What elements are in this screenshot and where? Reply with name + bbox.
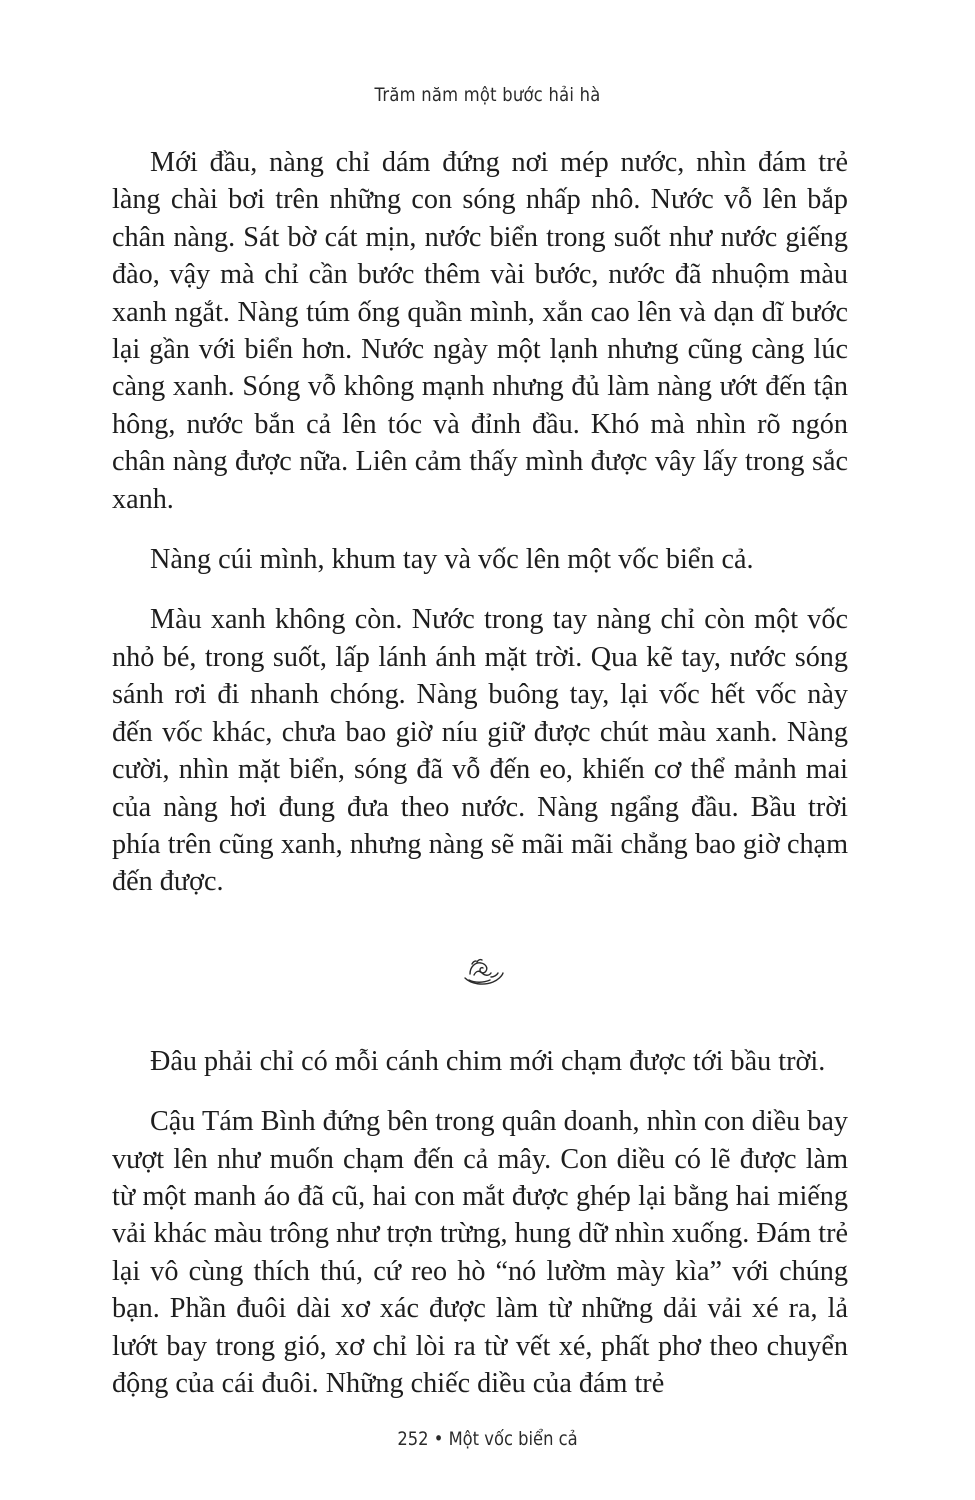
wave-ornament-icon bbox=[461, 956, 505, 988]
running-header bbox=[68, 84, 907, 106]
text-body bbox=[112, 144, 848, 1402]
chapter-title: Một vốc biển cả bbox=[448, 1428, 578, 1450]
paragraph-3: Màu xanh không còn. Nước trong tay nàng chỉ còn một vốc nhỏ bé, trong suốt, lấp lánh ánh mặt trời. Qua kẽ tay, nước sóng sánh rơi đi nhanh chóng. Nàng buông tay, lại vốc hết vốc này đến vốc khác, chưa bao giờ níu giữ được chút màu xanh. Nàng cười, nhìn mặt biển, sóng đã vỗ đến eo, khiến cơ thể mảnh mai của nàng hơi đung đưa theo nước. Nàng ngẩng đầu. Bầu trời phía trên cũng xanh, nhưng nàng sẽ mãi mãi chẳng bao giờ chạm đến được. bbox=[112, 604, 848, 898]
paragraph-4: Đâu phải chỉ có mỗi cánh chim mới chạm được tới bầu trời. bbox=[150, 1045, 826, 1077]
paragraph-2: Nàng cúi mình, khum tay và vốc lên một vốc biển cả. bbox=[150, 544, 754, 576]
footer-separator: • bbox=[433, 1428, 444, 1450]
paragraph-1: Mới đầu, nàng chỉ dám đứng nơi mép nước, nhìn đám trẻ làng chài bơi trên những con sóng nhấp nhô. Nước vỗ lên bắp chân nàng. Sát bờ cát mịn, nước biển trong suốt như nước giếng đào, vậy mà chỉ cần bước thêm vài bước, nước đã nhuộm màu xanh ngắt. Nàng túm ống quần mình, xắn cao lên và dạn dĩ bước lại gần với biển hơn. Nước ngày một lạnh nhưng cũng càng lúc càng xanh. Sóng vỗ không mạnh nhưng đủ làm nàng ướt đến tận hông, nước bắn cả lên tóc và đỉnh đầu. Khó mà nhìn rõ ngón chân nàng được nữa. Liên cảm thấy mình được vây lấy trong sắc xanh. bbox=[112, 147, 848, 515]
page-number: 252 bbox=[397, 1428, 429, 1450]
running-title: Trăm năm một bước hải hà bbox=[374, 84, 601, 106]
page-footer bbox=[68, 1428, 907, 1450]
section-divider bbox=[112, 901, 848, 1043]
paragraph-5: Cậu Tám Bình đứng bên trong quân doanh, nhìn con diều bay vượt lên như muốn chạm đến cả mây. Con diều có lẽ được làm từ một manh áo đã cũ, hai con mắt được ghép lại bằng hai miếng vải khác màu trông như trợn trừng, hung dữ nhìn xuống. Đám trẻ lại vô cùng thích thú, cứ reo hò “nó lườm mày kìa” với chúng bạn. Phần đuôi dài xơ xác được làm từ những dải vải xé ra, lả lướt bay trong gió, xơ chỉ lòi ra từ vết xé, phất phơ theo chuyển động của cái đuôi. Những chiếc diều của đám trẻ bbox=[112, 1106, 848, 1399]
